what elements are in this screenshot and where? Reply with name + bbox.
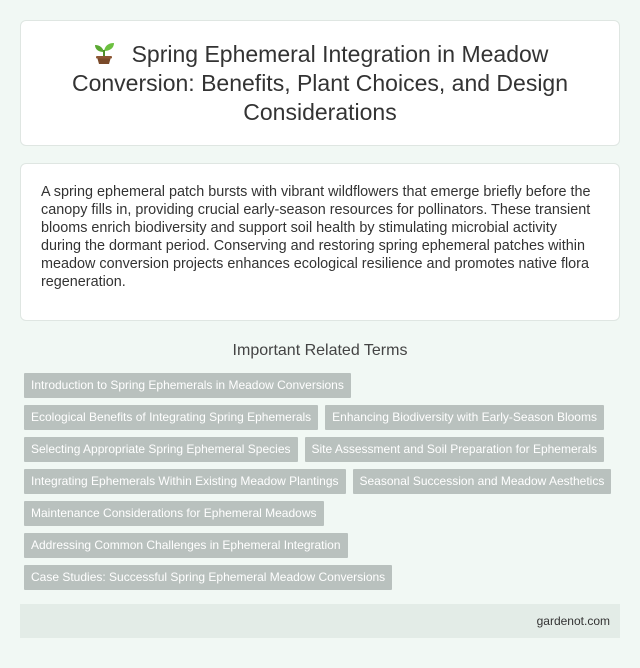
related-terms-heading: Important Related Terms xyxy=(232,342,408,359)
description-text: A spring ephemeral patch bursts with vibrant wildflowers that emerge briefly before the canopy fills in, providing crucial early-season resources for pollinators. These transient blooms enrich biodiversity and support soil health by stimulating microbial activity during the dormant period. Conserving and restoring spring ephemeral patches within meadow conversion projects enhances ecological resilience and promotes native flora regeneration. xyxy=(41,184,591,290)
term-tag[interactable]: Seasonal Succession and Meadow Aesthetics xyxy=(353,469,612,494)
term-tag[interactable]: Enhancing Biodiversity with Early-Season Blooms xyxy=(325,405,604,430)
description-card xyxy=(20,163,620,321)
term-tag[interactable]: Maintenance Considerations for Ephemeral Meadows xyxy=(24,501,324,526)
term-tag[interactable]: Ecological Benefits of Integrating Spring Ephemerals xyxy=(24,405,318,430)
title-card xyxy=(20,20,620,146)
related-terms-list xyxy=(24,373,620,597)
term-tag[interactable]: Integrating Ephemerals Within Existing Meadow Plantings xyxy=(24,469,346,494)
footer xyxy=(20,604,620,638)
term-tag[interactable]: Selecting Appropriate Spring Ephemeral Species xyxy=(24,437,298,462)
term-tag[interactable]: Introduction to Spring Ephemerals in Meadow Conversions xyxy=(24,373,351,398)
page-title xyxy=(51,39,589,127)
page-title-text: Spring Ephemeral Integration in Meadow Conversion: Benefits, Plant Choices, and Design Considerations xyxy=(71,41,569,125)
sprout-icon xyxy=(92,39,116,65)
term-tag[interactable]: Site Assessment and Soil Preparation for Ephemerals xyxy=(305,437,604,462)
term-tag[interactable]: Case Studies: Successful Spring Ephemeral Meadow Conversions xyxy=(24,565,392,590)
footer-site-link[interactable]: gardenot.com xyxy=(536,614,610,628)
term-tag[interactable]: Addressing Common Challenges in Ephemeral Integration xyxy=(24,533,348,558)
